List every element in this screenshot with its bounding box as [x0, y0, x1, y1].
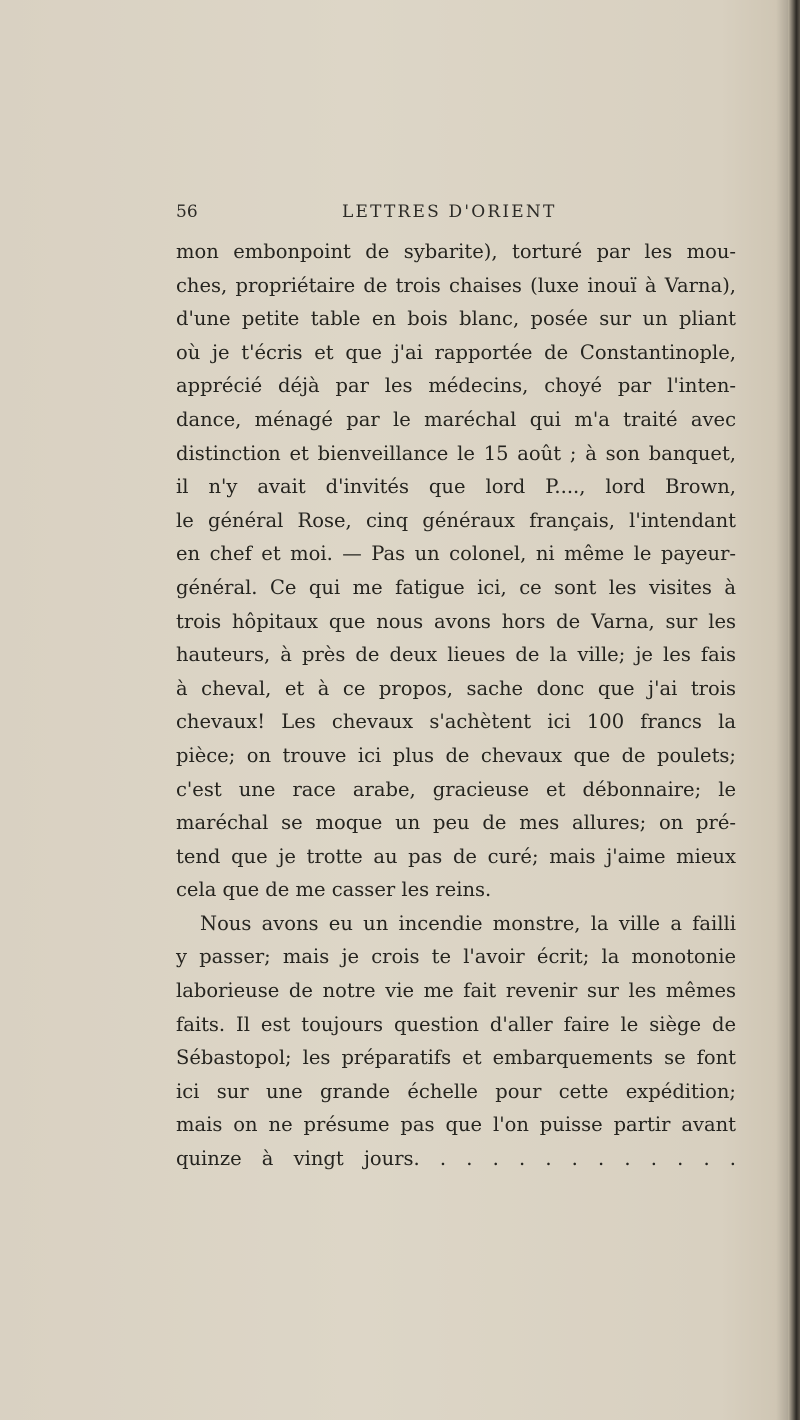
- text-line: d'une petite table en bois blanc, posée sur un pliant: [176, 307, 736, 331]
- text-line: pièce; on trouve ici plus de chevaux que de poulets;: [176, 743, 736, 767]
- page-header: [176, 202, 736, 228]
- text-line: c'est une race arabe, gracieuse et débonnaire; le: [176, 777, 736, 801]
- text-line: où je t'écris et que j'ai rapportée de Constantinople,: [176, 340, 736, 364]
- text-line: dance, ménagé par le maréchal qui m'a traité avec: [176, 407, 736, 431]
- text-line: laborieuse de notre vie me fait revenir sur les mêmes: [176, 979, 736, 1003]
- text-line: apprécié déjà par les médecins, choyé par l'inten-: [176, 374, 736, 398]
- text-line: Nous avons eu un incendie monstre, la ville a failli: [200, 911, 736, 935]
- text-line: quinze à vingt jours. . . . . . . . . . . . .: [176, 1147, 736, 1171]
- text-line: ici sur une grande échelle pour cette expédition;: [176, 1079, 736, 1103]
- text-line: distinction et bienveillance le 15 août ; à son banquet,: [176, 441, 736, 465]
- page-number: 56: [176, 202, 198, 222]
- text-line: chevaux! Les chevaux s'achètent ici 100 francs la: [176, 710, 736, 734]
- text-line: hauteurs, à près de deux lieues de la ville; je les fais: [176, 643, 736, 667]
- text-line: à cheval, et à ce propos, sache donc que j'ai trois: [176, 676, 736, 700]
- text-line: cela que de me casser les reins.: [176, 878, 492, 902]
- text-line: y passer; mais je crois te l'avoir écrit; la monotonie: [176, 945, 736, 969]
- text-line: maréchal se moque un peu de mes allures; on pré-: [176, 811, 736, 835]
- page-edge-shadow: [788, 0, 800, 1420]
- text-line: mon embonpoint de sybarite), torturé par les mou-: [176, 240, 736, 263]
- text-line: général. Ce qui me fatigue ici, ce sont les visites à: [176, 575, 736, 599]
- text-line: faits. Il est toujours question d'aller faire le siège de: [176, 1012, 736, 1036]
- running-title: LETTRES D'ORIENT: [342, 202, 557, 222]
- text-line: ches, propriétaire de trois chaises (luxe inouï à Varna),: [176, 273, 736, 297]
- text-line: trois hôpitaux que nous avons hors de Varna, sur les: [176, 609, 736, 633]
- text-line: le général Rose, cinq généraux français, l'intendant: [176, 508, 736, 532]
- text-line: Sébastopol; les préparatifs et embarquements se font: [176, 1046, 736, 1070]
- text-line: tend que je trotte au pas de curé; mais j'aime mieux: [176, 844, 736, 868]
- text-line: en chef et moi. — Pas un colonel, ni même le payeur-: [176, 542, 736, 566]
- body-text: [176, 235, 736, 1176]
- text-line: mais on ne présume pas que l'on puisse partir avant: [176, 1113, 736, 1137]
- text-line: il n'y avait d'invités que lord P...., lord Brown,: [176, 475, 736, 499]
